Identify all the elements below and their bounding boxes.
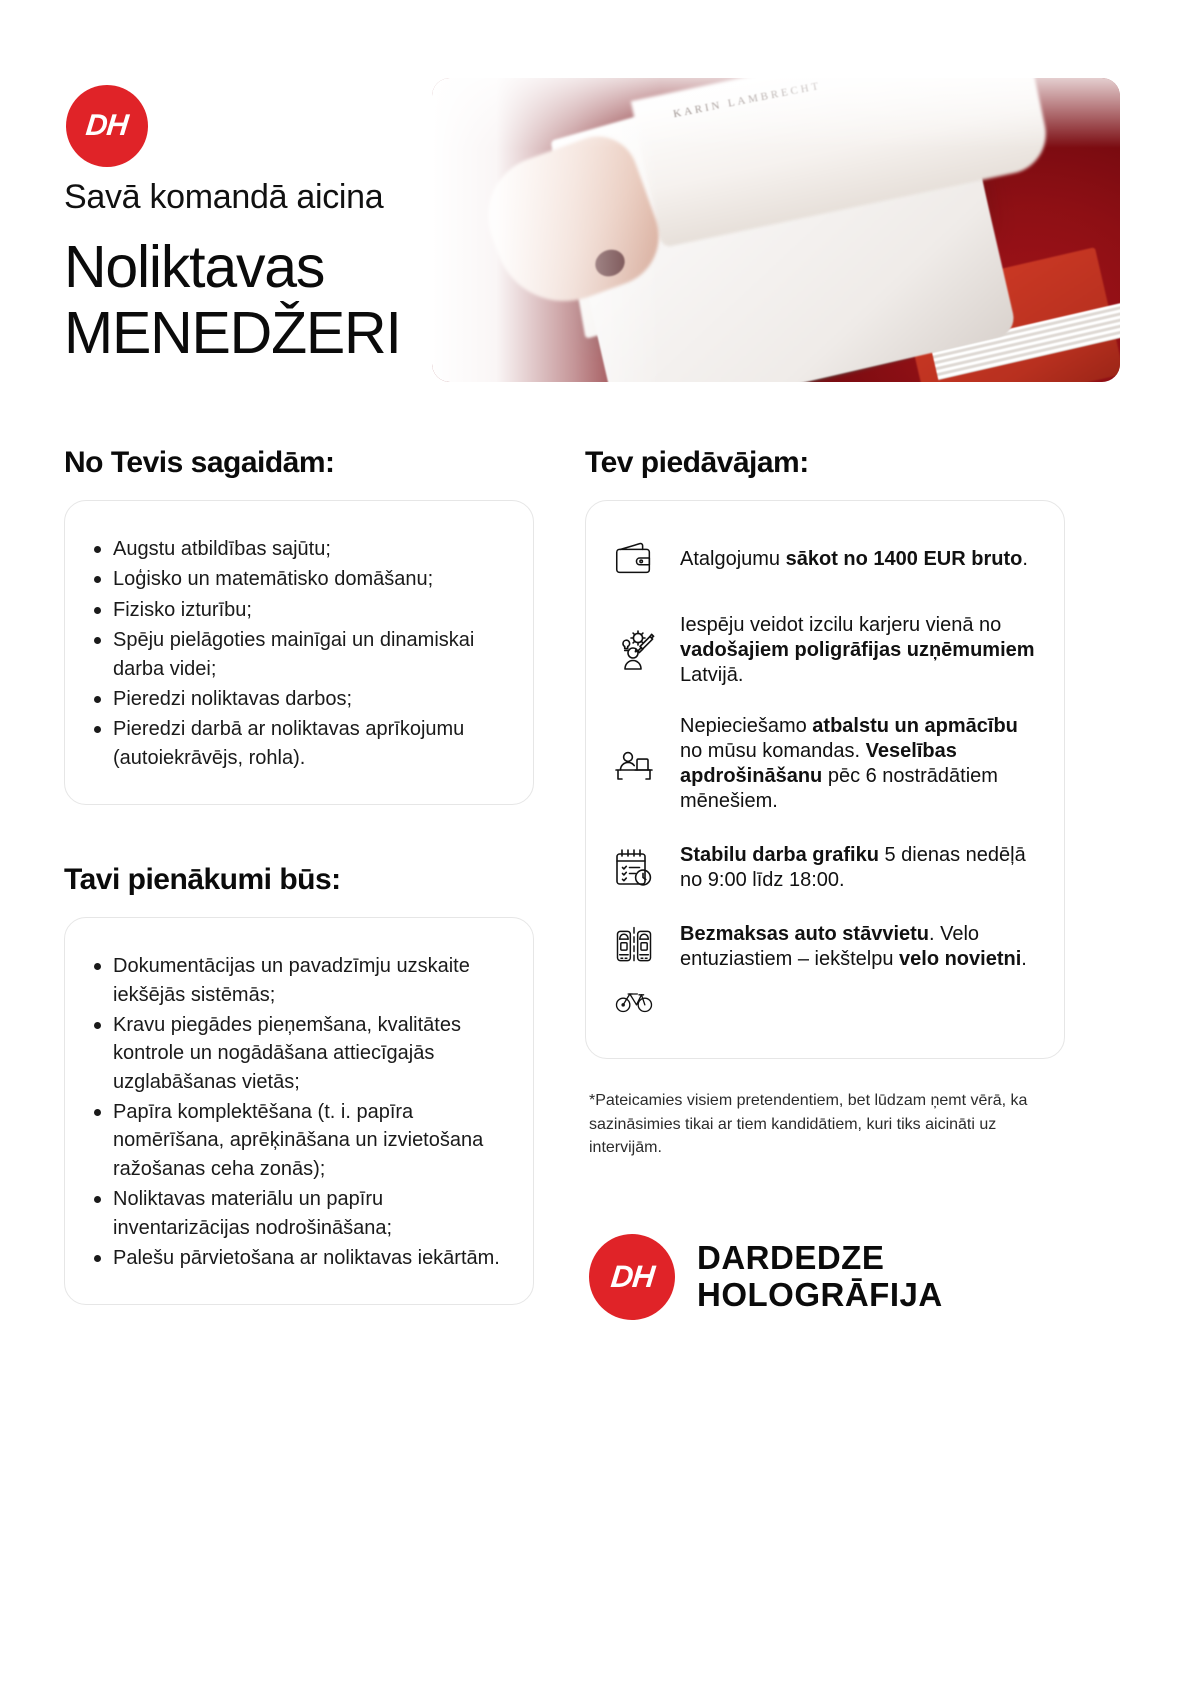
benefit-text: Bezmaksas auto stāvvietu. Velo entuziastiem – iekštelpu velo novietni. <box>680 923 1027 970</box>
benefit-row <box>606 613 1044 688</box>
benefit-row <box>606 714 1044 814</box>
hero-image <box>432 78 1120 382</box>
expectations-card <box>64 500 534 805</box>
list-item: Noliktavas materiālu un papīru inventarizācijas nodrošināšana; <box>87 1185 505 1242</box>
benefit-text: Atalgojumu sākot no 1400 EUR bruto. <box>680 547 1028 570</box>
bicycle-icon <box>612 979 656 1024</box>
list-item: Kravu piegādes pieņemšana, kvalitātes kontrole un nogādāšana attiecīgajās uzglabāšanas vietās; <box>87 1011 505 1096</box>
benefit-icon-stack <box>606 922 662 1024</box>
benefit-row <box>606 922 1044 1024</box>
offer-card <box>585 500 1065 1059</box>
parking-cars-icon <box>612 924 656 973</box>
training-desk-icon <box>606 736 662 792</box>
list-item: Palešu pārvietošana ar noliktavas iekārtām. <box>87 1244 505 1272</box>
footer-brand-mark-text: DH <box>608 1259 656 1295</box>
page-title <box>64 234 401 366</box>
header-eyebrow: Savā komandā aicina <box>64 178 384 216</box>
left-column <box>64 446 534 1305</box>
expectations-list <box>87 535 505 772</box>
job-title-line1: Noliktavas <box>64 234 325 300</box>
footer-brand-logo <box>585 1234 1065 1320</box>
duties-card <box>64 917 534 1305</box>
wallet-icon <box>606 531 662 587</box>
footer-logo-badge <box>589 1234 675 1320</box>
list-item: Dokumentācijas un pavadzīmju uzskaite iekšējās sistēmās; <box>87 952 505 1009</box>
benefit-text: Nepieciešamo atbalstu un apmācību no mūsu komandas. Veselības apdrošināšanu pēc 6 nostrādātiem mēnešiem. <box>680 715 1018 812</box>
applicants-disclaimer: *Pateicamies visiem pretendentiem, bet lūdzam ņemt vērā, ka sazināsimies tikai ar tiem kandidātiem, kuri tiks aicināti uz intervijām. <box>589 1092 1028 1157</box>
list-item: Fizisko izturību; <box>87 596 505 624</box>
list-item: Loģisko un matemātisko domāšanu; <box>87 565 505 593</box>
list-item: Papīra komplektēšana (t. i. papīra nomērīšana, aprēķināšana un izvietošana ražošanas ceha zonās); <box>87 1098 505 1183</box>
hero-fade-left <box>432 78 662 382</box>
benefit-row <box>606 531 1044 587</box>
wordmark-line2: HOLOGRĀFIJA <box>697 1276 943 1314</box>
expectations-title: No Tevis sagaidām: <box>64 446 335 479</box>
calendar-clock-icon <box>606 840 662 896</box>
duties-list <box>87 952 505 1272</box>
right-column <box>585 446 1065 1320</box>
list-item: Augstu atbildības sajūtu; <box>87 535 505 563</box>
list-item: Spēju pielāgoties mainīgai un dinamiskai darba videi; <box>87 626 505 683</box>
offer-title: Tev piedāvājam: <box>585 446 809 479</box>
list-item: Pieredzi noliktavas darbos; <box>87 685 505 713</box>
wordmark-line1: DARDEDZE <box>697 1239 885 1277</box>
brand-logo-badge <box>66 85 148 167</box>
column-spacer <box>64 805 534 863</box>
brand-mark-text: DH <box>84 109 130 142</box>
career-growth-icon <box>606 623 662 679</box>
duties-title: Tavi pienākumi būs: <box>64 863 341 897</box>
benefit-text: Iespēju veidot izcilu karjeru vienā no vadošajiem poligrāfijas uzņēmumiem Latvijā. <box>680 614 1035 686</box>
poster-header <box>0 0 1200 420</box>
footer-wordmark <box>697 1240 943 1314</box>
benefit-text: Stabilu darba grafiku 5 dienas nedēļā no 9:00 līdz 18:00. <box>680 844 1026 891</box>
list-item: Pieredzi darbā ar noliktavas aprīkojumu (autoiekrāvējs, rohla). <box>87 715 505 772</box>
job-title-line2: MENEDŽERI <box>64 300 401 367</box>
benefit-row <box>606 840 1044 896</box>
